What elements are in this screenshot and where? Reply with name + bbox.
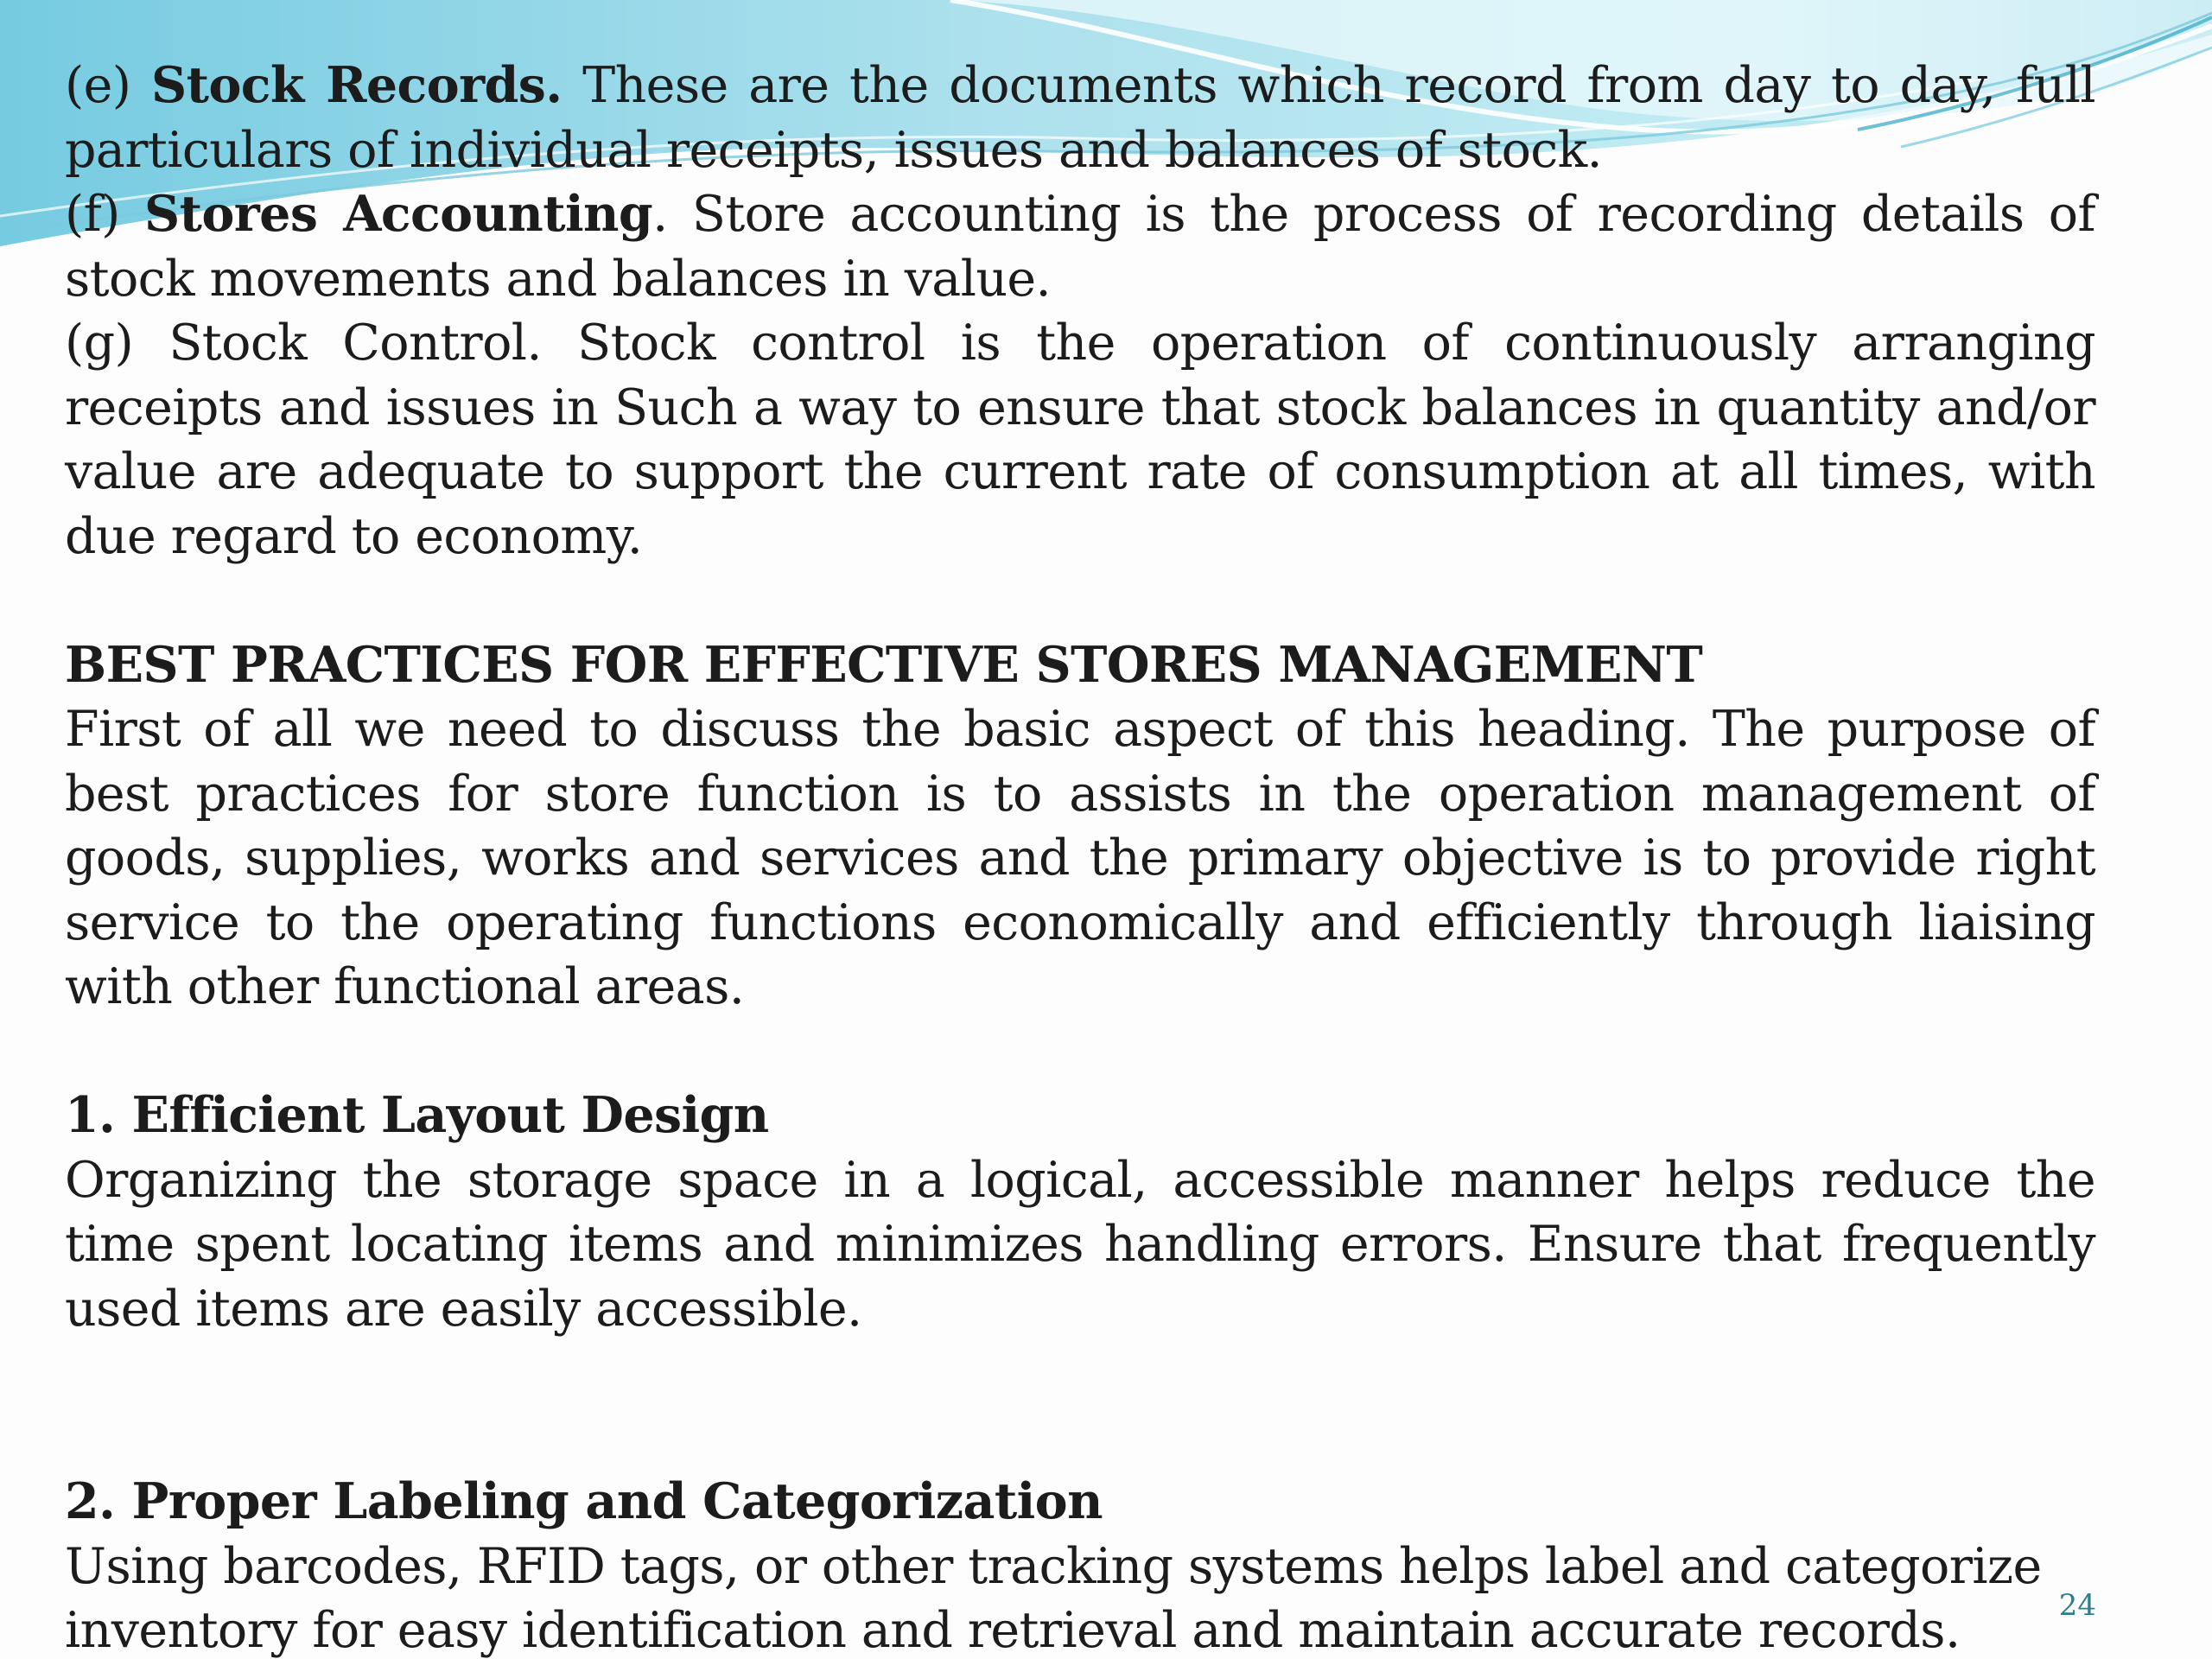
paragraph-stores-accounting: [65, 182, 2095, 311]
definition-stores-accounting: . Store accounting is the process of recording details of stock movements and balances in value.: [65, 186, 2095, 308]
term-stock-records: Stock Records.: [151, 56, 563, 114]
best-practices-intro: First of all we need to discuss the basic aspect of this heading. The purpose of best practices for store function is to assists in the operation management of goods, supplies, works and services and the primary objective is to provide right service to the operating functions economically and efficiently through liaising with other functional areas.: [65, 701, 2095, 1015]
term-stores-accounting: Stores Accounting: [144, 185, 653, 243]
item-prefix-e: (e): [65, 57, 152, 114]
spacer: [65, 1341, 2095, 1470]
section-body-labeling-line-1: Using barcodes, RFID tags, or other tracking systems helps label and categorize: [65, 1537, 2042, 1595]
paragraph-stock-records: [65, 54, 2095, 182]
spacer: [65, 569, 2095, 633]
best-practices-heading: BEST PRACTICES FOR EFFECTIVE STORES MANAGEMENT: [65, 635, 1703, 694]
definition-stock-records: These are the documents which record from day to day, full particulars of individual receipts, issues and balances of stock.: [65, 57, 2095, 179]
section-title-layout-design: 1. Efficient Layout Design: [65, 1086, 769, 1144]
page-number: 24: [2058, 1588, 2096, 1623]
slide-content: [65, 54, 2095, 1659]
item-prefix-f: (f): [65, 186, 145, 243]
spacer: [65, 1020, 2095, 1084]
section-title-labeling: 2. Proper Labeling and Categorization: [65, 1472, 1103, 1530]
section-body-labeling: [65, 1535, 2095, 1659]
section-body-labeling-line-2: inventory for easy identification and retrieval and maintain accurate records.: [65, 1602, 1961, 1659]
paragraph-stock-control: (g) Stock Control. Stock control is the operation of continuously arranging receipts and issues in Such a way to ensure that stock balances in quantity and/or value are adequate to support the current rate of consumption at all times, with due regard to economy.: [65, 315, 2095, 565]
section-body-layout-design: Organizing the storage space in a logical, accessible manner helps reduce the time spent locating items and minimizes handling errors. Ensure that frequently used items are easily accessible.: [65, 1151, 2095, 1338]
